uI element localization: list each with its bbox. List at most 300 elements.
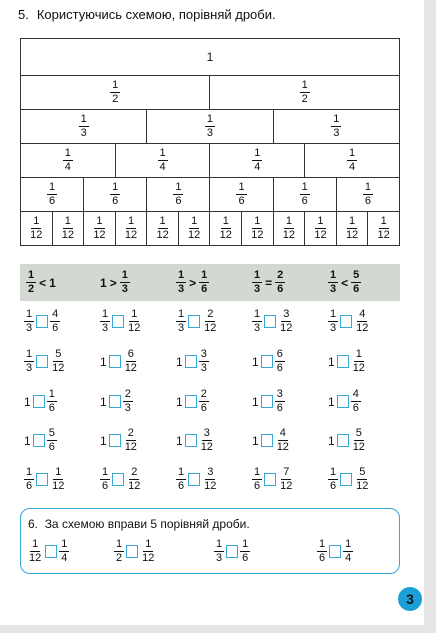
scheme-fraction-denominator: 4 (159, 161, 166, 173)
exercise-left-value-denominator: 3 (26, 322, 33, 334)
scheme-fraction (123, 216, 139, 241)
scheme-row-4ths (21, 144, 400, 178)
scheme-fraction-numerator: 1 (333, 113, 340, 125)
task-5-title: Користуючись схемою, порівняй дроби. (36, 7, 276, 22)
example-operator: = (265, 275, 273, 290)
scheme-fraction (344, 216, 360, 241)
comparison-answer-box[interactable] (36, 473, 48, 486)
exercise-left-value-integer: 1 (100, 394, 107, 409)
example-right-value-denominator: 6 (277, 283, 284, 295)
exercise-right-value-numerator: 1 (48, 388, 55, 400)
task-6-left-value (27, 539, 43, 564)
exercise-right-value-denominator: 12 (52, 480, 65, 492)
task-6-right-value-denominator: 4 (61, 552, 68, 564)
example-right-value-integer: 1 (49, 275, 56, 290)
scheme-cell (210, 212, 242, 246)
exercise-left-value-denominator: 3 (26, 362, 33, 374)
scheme-fraction (300, 182, 310, 207)
comparison-answer-box[interactable] (188, 315, 200, 328)
exercise-left-value-numerator: 1 (26, 348, 33, 360)
example-comparison (26, 270, 56, 295)
scheme-fraction (110, 182, 120, 207)
comparison-answer-box[interactable] (340, 473, 352, 486)
scheme-fraction-numerator: 1 (206, 113, 214, 125)
page-number: 3 (406, 591, 414, 607)
scheme-fraction-numerator: 1 (380, 215, 387, 227)
comparison-answer-box[interactable] (185, 434, 197, 447)
task-6-left-value-numerator: 1 (319, 538, 326, 550)
exercise-right-value-denominator: 6 (276, 362, 283, 374)
example-right-value-numerator: 5 (353, 269, 360, 281)
exercise-right-value (199, 389, 209, 414)
scheme-fraction-numerator: 1 (127, 215, 135, 227)
scheme-fraction-denominator: 12 (219, 229, 232, 241)
exercise-right-value-numerator: 1 (55, 466, 62, 478)
exercise-left-value-numerator: 1 (178, 308, 185, 320)
exercise-left-value-numerator: 1 (330, 466, 337, 478)
example-left-value (26, 270, 36, 295)
exercise-right-value-denominator: 12 (128, 322, 141, 334)
scheme-cell (21, 144, 116, 178)
scheme-fraction-numerator: 1 (80, 113, 87, 125)
scheme-cell (210, 76, 400, 110)
scheme-fraction (218, 216, 234, 241)
comparison-answer-box[interactable] (264, 315, 276, 328)
exercise-right-value-denominator: 12 (356, 322, 369, 334)
exercise-left-value-integer: 1 (176, 354, 183, 369)
scheme-cell (305, 144, 400, 178)
task-6-right-value (343, 539, 353, 564)
exercise-right-value-denominator: 12 (52, 362, 65, 374)
comparison-answer-box[interactable] (337, 395, 349, 408)
exercise-right-value (126, 309, 142, 334)
task-6-number: 6. (28, 517, 39, 531)
exercise-right-value (354, 467, 370, 492)
scheme-fraction-denominator: 12 (314, 229, 327, 241)
scheme-fraction-denominator: 3 (333, 127, 340, 139)
comparison-answer-box[interactable] (33, 434, 45, 447)
scheme-fraction-denominator: 2 (112, 93, 119, 105)
exercise-right-value (123, 428, 139, 453)
exercise-left-value (252, 467, 262, 492)
exercise-left-value (176, 309, 186, 334)
exercise-right-value (202, 309, 218, 334)
exercise-row (20, 461, 400, 501)
scheme-fraction-numerator: 1 (112, 181, 119, 193)
exercise-comparison (328, 428, 367, 453)
scheme-fraction-numerator: 1 (301, 79, 308, 91)
scheme-fraction-denominator: 12 (345, 229, 359, 241)
exercise-left-value-numerator: 1 (254, 466, 261, 478)
comparison-answer-box[interactable] (36, 315, 48, 328)
exercise-right-value (351, 389, 361, 414)
scheme-fraction (252, 148, 262, 173)
scheme-fraction-numerator: 1 (96, 215, 103, 227)
scheme-fraction (158, 148, 168, 173)
exercise-comparison (24, 389, 57, 414)
example-operator: > (109, 275, 117, 290)
exercise-right-value-numerator: 4 (352, 388, 359, 400)
scheme-fraction (376, 216, 392, 241)
comparison-answer-box[interactable] (112, 473, 124, 486)
exercise-right-value-denominator: 6 (276, 402, 283, 414)
comparison-answer-box[interactable] (261, 434, 273, 447)
task-6-comparison (27, 539, 69, 564)
comparison-answer-box[interactable] (33, 395, 45, 408)
scheme-fraction (363, 182, 373, 207)
exercise-right-value-denominator: 12 (124, 362, 137, 374)
example-left-value-numerator: 1 (330, 269, 337, 281)
exercise-left-value-integer: 1 (328, 433, 335, 448)
scheme-row-6ths (21, 178, 400, 212)
exercise-right-value-denominator: 12 (124, 441, 137, 453)
exercise-left-value (24, 349, 34, 374)
exercise-left-value-numerator: 1 (102, 308, 109, 320)
example-operator: < (341, 275, 349, 290)
exercise-right-value-denominator: 12 (200, 441, 213, 453)
exercise-left-value-numerator: 1 (330, 308, 337, 320)
example-left-value-denominator: 3 (254, 283, 261, 295)
scheme-cell (84, 212, 116, 246)
scheme-fraction-denominator: 12 (156, 229, 169, 241)
exercise-right-value-numerator: 5 (55, 348, 62, 360)
scheme-cell (21, 212, 53, 246)
scheme-fraction (79, 114, 89, 139)
task-6-heading (28, 517, 250, 531)
exercise-row (20, 383, 400, 423)
exercise-right-value-numerator: 4 (279, 427, 286, 439)
exercise-left-value-numerator: 1 (254, 308, 261, 320)
comparison-answer-box[interactable] (126, 545, 138, 558)
exercise-comparison (252, 428, 291, 453)
exercise-right-value-numerator: 2 (127, 427, 134, 439)
scheme-fraction-numerator: 1 (191, 215, 198, 227)
exercise-right-value (123, 349, 139, 374)
scheme-cell (210, 144, 305, 178)
exercise-comparison (252, 389, 285, 414)
exercise-right-value (50, 467, 66, 492)
scheme-cell (147, 178, 210, 212)
example-right-value-denominator: 3 (121, 283, 128, 295)
exercise-right-value (202, 467, 218, 492)
page-number-badge (398, 587, 422, 611)
example-operator: < (39, 275, 47, 290)
exercise-left-value-denominator: 6 (330, 480, 337, 492)
exercise-comparison (24, 309, 60, 334)
scheme-cell (210, 178, 273, 212)
scheme-cell (84, 178, 147, 212)
scheme-cell (52, 212, 84, 246)
scheme-fraction-denominator: 6 (238, 195, 245, 207)
exercise-comparison (100, 428, 139, 453)
exercise-right-value-denominator: 3 (200, 362, 207, 374)
scheme-fraction-denominator: 12 (377, 229, 390, 241)
exercise-left-value-integer: 1 (252, 433, 259, 448)
scheme-fraction (60, 216, 76, 241)
exercise-right-value-denominator: 12 (276, 441, 289, 453)
task-6-right-value (59, 539, 69, 564)
scheme-fraction (173, 182, 183, 207)
task-6-left-value-denominator: 6 (319, 552, 326, 564)
scheme-fraction-denominator: 6 (112, 195, 119, 207)
comparison-answer-box[interactable] (337, 355, 349, 368)
exercise-right-value-denominator: 6 (352, 402, 359, 414)
scheme-row-2ths (21, 76, 400, 110)
scheme-fraction (154, 216, 170, 241)
scheme-fraction-numerator: 1 (33, 215, 40, 227)
exercise-right-value-numerator: 2 (207, 308, 214, 320)
exercise-right-value-numerator: 3 (283, 308, 290, 320)
scheme-fraction (28, 216, 44, 241)
comparison-answer-box[interactable] (36, 355, 48, 368)
scheme-cell (21, 76, 210, 110)
scheme-fraction-numerator: 1 (301, 181, 308, 193)
exercise-right-value (126, 467, 142, 492)
scheme-cell (115, 212, 147, 246)
exercise-left-value-denominator: 6 (102, 480, 109, 492)
task-6-items (21, 539, 401, 569)
scheme-cell (336, 178, 399, 212)
scheme-fraction-numerator: 1 (159, 215, 166, 227)
comparison-answer-box[interactable] (109, 355, 121, 368)
task-5-heading (18, 7, 276, 22)
scheme-fraction-denominator: 3 (206, 127, 214, 139)
exercise-row (20, 343, 400, 383)
scheme-fraction-denominator: 12 (124, 229, 138, 241)
example-operator: > (189, 275, 197, 290)
fraction-scheme-table (20, 38, 400, 246)
task-6-right-value-denominator: 4 (345, 552, 352, 564)
comparison-answer-box[interactable] (109, 434, 121, 447)
exercise-comparison (252, 309, 294, 334)
exercise-right-value-denominator: 6 (48, 441, 55, 453)
comparison-answer-box[interactable] (261, 395, 273, 408)
exercise-right-value-denominator: 6 (48, 402, 55, 414)
exercise-right-value-denominator: 12 (352, 441, 365, 453)
exercise-right-value-denominator: 12 (204, 322, 217, 334)
scheme-fraction-denominator: 4 (64, 161, 71, 173)
scheme-fraction (91, 216, 107, 241)
task-6-right-value (140, 539, 156, 564)
example-left-value-numerator: 1 (178, 269, 185, 281)
exercise-comparison (100, 389, 133, 414)
scheme-fraction (186, 216, 202, 241)
task-6-left-value-numerator: 1 (116, 538, 123, 550)
scheme-fraction-denominator: 12 (30, 229, 43, 241)
exercise-left-value-integer: 1 (24, 394, 31, 409)
exercise-right-value (47, 428, 57, 453)
scheme-cell (336, 212, 368, 246)
exercise-right-value-numerator: 2 (124, 388, 131, 400)
scheme-fraction (312, 216, 328, 241)
exercise-left-value-integer: 1 (328, 394, 335, 409)
comparison-answer-box[interactable] (337, 434, 349, 447)
exercise-left-value (100, 309, 110, 334)
comparison-answer-box[interactable] (261, 355, 273, 368)
exercise-right-value (275, 389, 285, 414)
exercise-comparison (24, 428, 57, 453)
scheme-fraction-numerator: 1 (254, 147, 261, 159)
exercise-comparison (100, 467, 142, 492)
comparison-answer-box[interactable] (226, 545, 238, 558)
scheme-fraction-numerator: 1 (64, 215, 71, 227)
scheme-cell (21, 178, 84, 212)
exercise-right-value-numerator: 6 (276, 348, 283, 360)
exercise-comparison (24, 467, 66, 492)
example-left-value-denominator: 2 (28, 283, 35, 295)
exercise-left-value-integer: 1 (176, 433, 183, 448)
task-6-right-value-numerator: 1 (61, 538, 68, 550)
comparison-answer-box[interactable] (45, 545, 57, 558)
scheme-cell (273, 110, 399, 144)
example-comparison (176, 270, 209, 295)
exercise-right-value-denominator: 12 (356, 480, 369, 492)
scheme-fraction-denominator: 12 (61, 229, 74, 241)
exercise-right-value-denominator: 12 (128, 480, 141, 492)
comparison-answer-box[interactable] (340, 315, 352, 328)
exercise-left-value-integer: 1 (252, 394, 259, 409)
example-right-value (275, 270, 285, 295)
example-right-value (120, 270, 130, 295)
exercise-right-value-denominator: 6 (200, 402, 207, 414)
exercise-right-value-numerator: 7 (283, 466, 290, 478)
exercise-right-value (123, 389, 133, 414)
task-6-right-value-numerator: 1 (345, 538, 352, 550)
exercise-right-value-denominator: 6 (52, 322, 59, 334)
scheme-fraction-denominator: 12 (93, 229, 106, 241)
exercise-left-value-integer: 1 (176, 394, 183, 409)
scheme-fraction (236, 182, 246, 207)
scheme-fraction (347, 148, 357, 173)
exercise-left-value-denominator: 3 (254, 322, 261, 334)
scheme-fraction-numerator: 1 (317, 215, 324, 227)
exercise-left-value-numerator: 1 (102, 466, 109, 478)
exercise-left-value (252, 309, 262, 334)
exercise-comparison (100, 309, 142, 334)
scheme-fraction-numerator: 1 (222, 215, 229, 227)
example-left-value-numerator: 1 (254, 269, 261, 281)
scheme-fraction-denominator: 12 (188, 229, 201, 241)
exercise-right-value-numerator: 3 (276, 388, 283, 400)
example-left-value (176, 270, 186, 295)
exercise-comparison (100, 349, 139, 374)
example-left-value-numerator: 1 (28, 269, 35, 281)
exercise-left-value-numerator: 1 (26, 466, 33, 478)
exercise-right-value (50, 309, 60, 334)
exercise-comparison (176, 309, 218, 334)
exercise-comparison (176, 467, 218, 492)
scheme-cell (305, 212, 337, 246)
exercise-right-value-numerator: 1 (131, 308, 138, 320)
scheme-cell (273, 212, 305, 246)
task-6-left-value (214, 539, 224, 564)
scheme-fraction-denominator: 2 (301, 93, 308, 105)
exercise-row (20, 303, 400, 343)
example-left-value (252, 270, 262, 295)
exercise-row (20, 422, 400, 462)
scheme-fraction-denominator: 4 (254, 161, 261, 173)
exercise-left-value (328, 467, 338, 492)
scheme-fraction-denominator: 12 (251, 229, 264, 241)
exercise-left-value-denominator: 6 (254, 480, 261, 492)
scheme-fraction-numerator: 1 (175, 181, 182, 193)
exercise-left-value-numerator: 1 (178, 466, 185, 478)
example-left-value (328, 270, 338, 295)
exercise-left-value (176, 467, 186, 492)
example-strip (20, 264, 400, 301)
exercise-right-value-denominator: 12 (204, 480, 217, 492)
exercise-comparison (328, 467, 370, 492)
task-6-left-value (317, 539, 327, 564)
comparison-answer-box[interactable] (112, 315, 124, 328)
scheme-cell (21, 110, 147, 144)
scheme-row-12ths (21, 212, 400, 246)
example-right-value-numerator: 1 (121, 269, 128, 281)
example-comparison (252, 270, 285, 295)
exercise-right-value (199, 428, 215, 453)
comparison-answer-box[interactable] (185, 355, 197, 368)
comparison-answer-box[interactable] (185, 395, 197, 408)
example-right-value-denominator: 6 (353, 283, 360, 295)
scheme-cell-whole: 1 (21, 39, 400, 76)
exercise-right-value (275, 428, 291, 453)
scheme-fraction-numerator: 1 (285, 215, 292, 227)
task-6-right-value-numerator: 1 (145, 538, 152, 550)
exercise-right-value (50, 349, 66, 374)
exercise-left-value-integer: 1 (100, 433, 107, 448)
exercise-right-value-numerator: 3 (200, 348, 207, 360)
scheme-fraction-denominator: 12 (282, 229, 296, 241)
comparison-answer-box[interactable] (264, 473, 276, 486)
scheme-fraction-numerator: 1 (238, 181, 245, 193)
exercise-comparison (252, 467, 294, 492)
comparison-answer-box[interactable] (109, 395, 121, 408)
scheme-fraction (249, 216, 265, 241)
scheme-fraction-numerator: 1 (64, 147, 71, 159)
exercise-right-value-denominator: 12 (280, 322, 293, 334)
exercise-right-value-numerator: 5 (355, 427, 362, 439)
exercise-comparison (328, 309, 370, 334)
exercise-right-value-numerator: 4 (52, 308, 59, 320)
task-6-title: За схемою вправи 5 порівняй дроби. (44, 517, 250, 531)
example-comparison (100, 270, 130, 295)
exercise-right-value (278, 467, 294, 492)
exercise-right-value (47, 389, 57, 414)
task-6-left-value-denominator: 2 (116, 552, 123, 564)
exercise-left-value-integer: 1 (100, 354, 107, 369)
task-6-panel (20, 508, 400, 574)
exercise-comparison (176, 428, 215, 453)
exercise-right-value (278, 309, 294, 334)
exercise-right-value-numerator: 1 (355, 348, 362, 360)
scheme-fraction (47, 182, 57, 207)
comparison-answer-box[interactable] (188, 473, 200, 486)
scheme-fraction-numerator: 1 (349, 215, 356, 227)
scheme-fraction (331, 114, 341, 139)
exercise-right-value-numerator: 6 (127, 348, 134, 360)
scheme-cell (178, 212, 210, 246)
exercise-comparison (176, 389, 209, 414)
comparison-answer-box[interactable] (329, 545, 341, 558)
scheme-fraction-denominator: 6 (364, 195, 371, 207)
example-comparison (328, 270, 361, 295)
exercise-right-value-denominator: 3 (124, 402, 131, 414)
scheme-fraction-numerator: 1 (159, 147, 166, 159)
task-6-right-value-numerator: 1 (242, 538, 249, 550)
example-right-value-numerator: 1 (201, 269, 208, 281)
task-5-number: 5. (18, 7, 29, 22)
example-right-value (199, 270, 209, 295)
